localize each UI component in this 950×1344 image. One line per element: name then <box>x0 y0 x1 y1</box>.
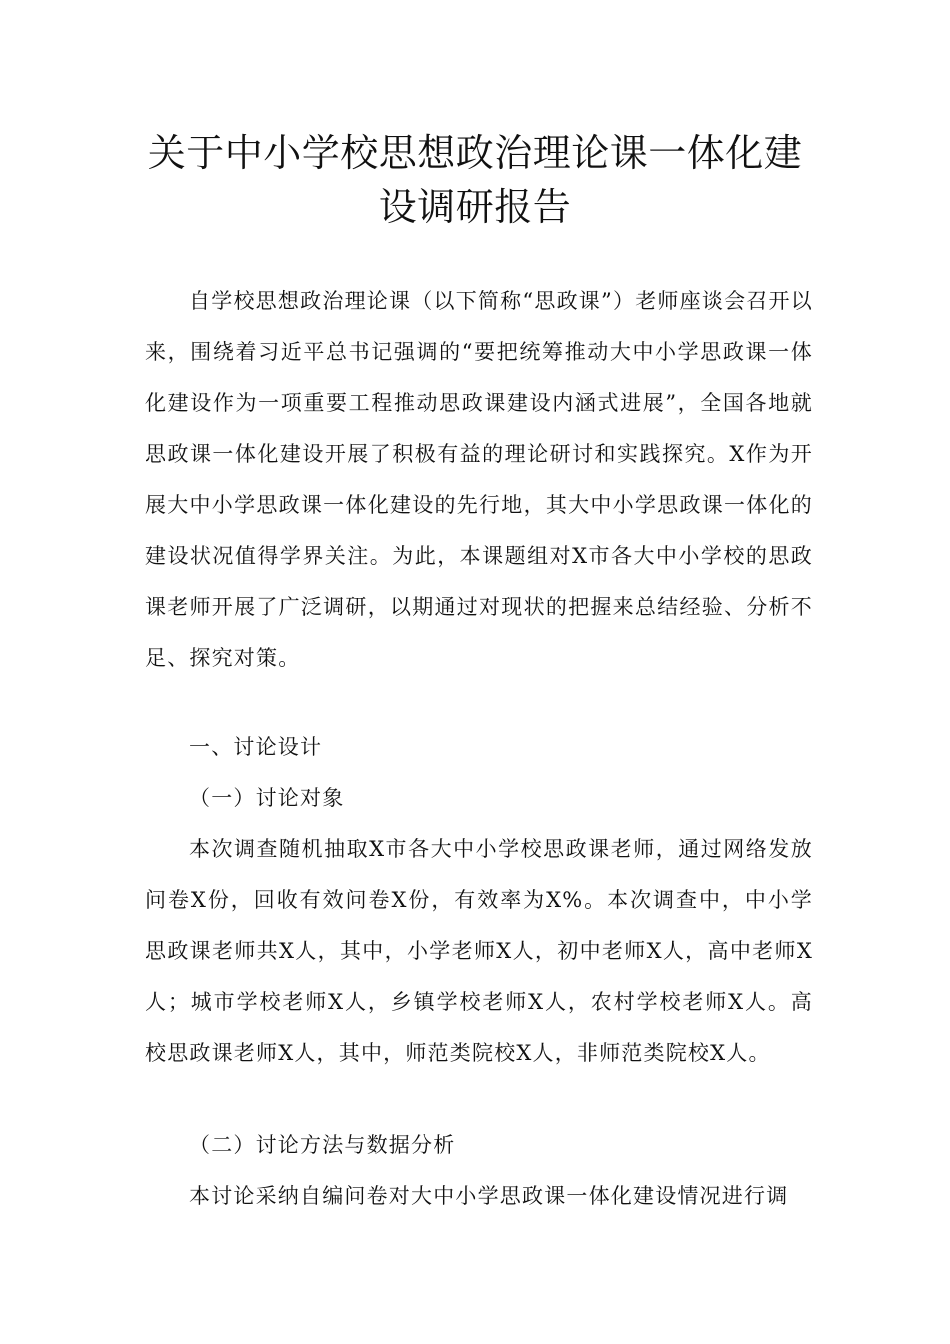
subsection-heading-methods-analysis: （二）讨论方法与数据分析 <box>189 1133 456 1157</box>
methods-paragraph: 本讨论采纳自编问卷对大中小学思政课一体化建设情况进行调 <box>189 1184 789 1208</box>
document-title-line-2: 设调研报告 <box>378 185 572 229</box>
research-subjects-paragraph: 本次调查随机抽取X市各大中小学校思政课老师，通过网络发放问卷X份，回收有效问卷X份，有效率为X%。本次调查中，中小学思政课老师共X人，其中，小学老师X人，初中老师X人，高中老师X人；城市学校老师X人，乡镇学校老师X人，农村学校老师X人。高校思政课老师X人，其中，师范类院校X人，非师范类院校X人。 <box>145 837 813 1065</box>
subsection-heading-research-subjects: （一）讨论对象 <box>189 786 345 810</box>
intro-paragraph: 自学校思想政治理论课（以下简称“思政课”）老师座谈会召开以来，围绕着习近平总书记强调的“要把统筹推动大中小学思政课一体化建设作为一项重要工程推动思政课建设内涵式进展”，全国各地就思政课一体化建设开展了积极有益的理论研讨和实践探究。X作为开展大中小学思政课一体化建设的先行地，其大中小学思政课一体化的建设状况值得学界关注。为此，本课题组对X市各大中小学校的思政课老师开展了广泛调研，以期通过对现状的把握来总结经验、分析不足、探究对策。 <box>145 289 813 670</box>
document-title-line-1: 关于中小学校思想政治理论课一体化建 <box>147 131 803 175</box>
section-heading-research-design: 一、讨论设计 <box>189 735 323 759</box>
